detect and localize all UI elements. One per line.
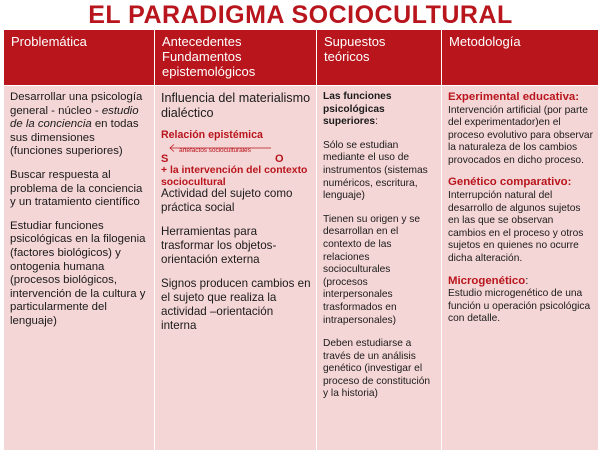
cell-metodologia bbox=[442, 86, 599, 451]
header-label: teóricos bbox=[324, 49, 370, 64]
diagram-artifacts-label: artefactos socioculturales bbox=[179, 147, 251, 154]
paradigm-table bbox=[3, 29, 599, 451]
antecedentes-paragraph: Actividad del sujeto como práctica social bbox=[161, 187, 293, 214]
cell-antecedentes bbox=[155, 86, 317, 451]
lead-text: Las funciones psicológicas superiores bbox=[323, 91, 392, 128]
supuestos-lead bbox=[323, 91, 436, 129]
problematica-paragraph: Estudiar funciones psicológicas en la filogenia (factores biológicos) y ontogenia humana (procesos biológicos, intervención de la cultura y particularmente del lenguaje) bbox=[10, 219, 146, 327]
method-title-genetico: Genético comparativo: bbox=[448, 176, 572, 189]
header-label: Supuestos bbox=[324, 34, 386, 49]
header-metodologia bbox=[442, 30, 599, 86]
method-title-experimental: Experimental educativa: bbox=[448, 91, 580, 103]
diagram-context-label: + la intervención del contexto sociocultural bbox=[161, 165, 308, 188]
problematica-paragraph bbox=[10, 91, 149, 159]
header-label: Antecedentes bbox=[162, 34, 242, 49]
table-header-row bbox=[4, 30, 599, 86]
epistemic-relation-diagram bbox=[161, 129, 311, 188]
method-title-colon: : bbox=[525, 274, 529, 287]
diagram-title: Relación epistémica bbox=[161, 129, 263, 141]
method-body-experimental: Intervención artificial (por parte del experimentador)en el proceso evolutivo para observar la naturaleza de los cambios provocados en dicho proceso. bbox=[448, 104, 593, 166]
cell-problematica bbox=[4, 86, 155, 451]
header-supuestos bbox=[317, 30, 442, 86]
header-label: epistemológicos bbox=[162, 64, 256, 79]
header-label: Problemática bbox=[11, 34, 87, 49]
text-run: Desarrollar una psicología general - núcleo - bbox=[10, 91, 143, 117]
method-title-microgenetico bbox=[448, 275, 593, 289]
antecedentes-paragraph: Herramientas para trasformar los objetos-orientación externa bbox=[161, 225, 277, 266]
antecedentes-paragraph: Signos producen cambios en el sujeto que realiza la actividad –orientación interna bbox=[161, 277, 311, 332]
header-problematica bbox=[4, 30, 155, 86]
table-body-row bbox=[4, 86, 599, 451]
problematica-paragraph: Buscar respuesta al problema de la conciencia y un tratamiento científico bbox=[10, 168, 143, 209]
method-title-text: Microgenético bbox=[448, 274, 526, 287]
diagram-object-label: O bbox=[275, 153, 284, 165]
supuestos-paragraph: Tienen su origen y se desarrollan en el contexto de las relaciones socioculturales (procesos interpersonales trasformados en intrapersonales) bbox=[323, 213, 421, 326]
supuestos-paragraph: Deben estudiarse a través de un análisis genético (investigar el proceso de constitución y la historia) bbox=[323, 338, 431, 400]
lead-colon: : bbox=[375, 116, 378, 128]
header-antecedentes bbox=[155, 30, 317, 86]
method-body-genetico: Interrupción natural del desarrollo de algunos sujetos en las que se observan cambios en el proceso y otros sujetos en quienes no ocurre dicha alteración. bbox=[448, 189, 584, 264]
cell-supuestos bbox=[317, 86, 442, 451]
supuestos-paragraph: Sólo se estudian mediante el uso de instrumentos (sistemas numéricos, escritura, lenguaje) bbox=[323, 139, 428, 202]
page-title: EL PARADIGMA SOCIOCULTURAL bbox=[88, 1, 513, 29]
header-label: Metodología bbox=[449, 34, 521, 49]
antecedentes-paragraph: Influencia del materialismo dialéctico bbox=[161, 91, 311, 120]
text-emphasis: estudio de la conciencia bbox=[10, 104, 139, 131]
text-run: en todas sus dimensiones (funciones superiores) bbox=[10, 118, 139, 158]
header-label: Fundamentos bbox=[162, 49, 242, 64]
method-body-microgenetico: Estudio microgenético de una función u operación psicológica con detalle. bbox=[448, 288, 591, 325]
diagram-subject-label: S bbox=[161, 153, 169, 165]
